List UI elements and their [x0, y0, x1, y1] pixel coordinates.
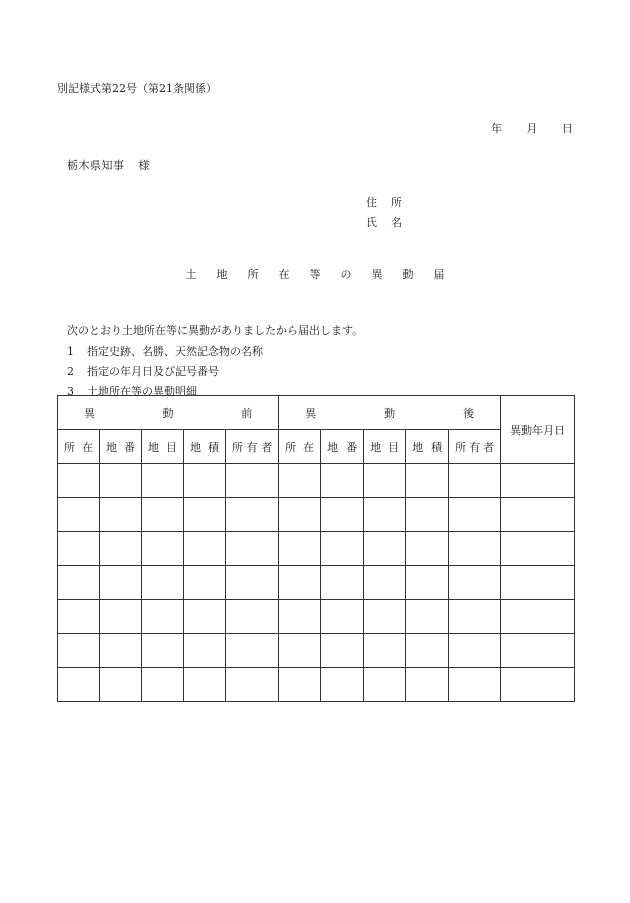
table-cell[interactable] — [364, 600, 406, 634]
table-cell[interactable] — [406, 600, 449, 634]
addressee-name: 栃木県知事 — [67, 159, 125, 172]
list-item: 1 指定史跡、名勝、天然記念物の名称 — [67, 345, 263, 358]
table-cell[interactable] — [364, 532, 406, 566]
table-cell[interactable] — [279, 498, 321, 532]
addressee — [67, 157, 150, 173]
table-cell[interactable] — [449, 600, 501, 634]
table-cell[interactable] — [364, 464, 406, 498]
table-cell[interactable] — [100, 668, 142, 702]
before-land-area-header: 地 積 — [184, 430, 226, 464]
table-cell[interactable] — [449, 634, 501, 668]
table-cell[interactable] — [321, 532, 364, 566]
table-cell[interactable] — [449, 532, 501, 566]
table-row — [58, 600, 575, 634]
table-cell[interactable] — [226, 532, 279, 566]
table-row — [58, 566, 575, 600]
month-label: 月 — [526, 122, 538, 135]
table-cell[interactable] — [142, 498, 184, 532]
table-cell[interactable] — [142, 600, 184, 634]
table-cell[interactable] — [184, 498, 226, 532]
table-cell[interactable] — [100, 464, 142, 498]
table-cell[interactable] — [501, 634, 575, 668]
table-cell[interactable] — [406, 566, 449, 600]
table-cell[interactable] — [406, 532, 449, 566]
table-cell[interactable] — [364, 498, 406, 532]
table-row — [58, 668, 575, 702]
table-cell[interactable] — [406, 464, 449, 498]
table-cell[interactable] — [321, 634, 364, 668]
table-cell[interactable] — [501, 566, 575, 600]
table-cell[interactable] — [449, 668, 501, 702]
table-cell[interactable] — [321, 498, 364, 532]
table-cell[interactable] — [58, 668, 100, 702]
document-title: 土地所在等の異動届 — [185, 268, 465, 281]
table-cell[interactable] — [406, 634, 449, 668]
table-cell[interactable] — [321, 668, 364, 702]
table-cell[interactable] — [279, 668, 321, 702]
table-cell[interactable] — [501, 668, 575, 702]
table-cell[interactable] — [364, 634, 406, 668]
table-cell[interactable] — [184, 634, 226, 668]
table-cell[interactable] — [364, 668, 406, 702]
table-cell[interactable] — [501, 600, 575, 634]
table-row — [58, 498, 575, 532]
table-cell[interactable] — [321, 464, 364, 498]
table-cell[interactable] — [142, 532, 184, 566]
table-cell[interactable] — [501, 532, 575, 566]
after-owner-header: 所 有 者 — [449, 430, 501, 464]
before-land-category-header: 地 目 — [142, 430, 184, 464]
table-cell[interactable] — [100, 566, 142, 600]
name-label: 氏 名 — [366, 216, 402, 229]
table-cell[interactable] — [279, 532, 321, 566]
table-cell[interactable] — [406, 668, 449, 702]
table-cell[interactable] — [226, 600, 279, 634]
table-cell[interactable] — [184, 566, 226, 600]
year-label: 年 — [491, 122, 502, 135]
table-row — [58, 634, 575, 668]
table-cell[interactable] — [58, 498, 100, 532]
table-cell[interactable] — [100, 498, 142, 532]
table-cell[interactable] — [279, 464, 321, 498]
applicant-block — [366, 193, 402, 233]
table-cell[interactable] — [321, 600, 364, 634]
table-cell[interactable] — [58, 600, 100, 634]
table-cell[interactable] — [501, 498, 575, 532]
table-row — [58, 464, 575, 498]
table-cell[interactable] — [449, 498, 501, 532]
table-cell[interactable] — [142, 634, 184, 668]
table-cell[interactable] — [184, 668, 226, 702]
table-cell[interactable] — [58, 566, 100, 600]
table-cell[interactable] — [279, 566, 321, 600]
table-cell[interactable] — [279, 634, 321, 668]
table-cell[interactable] — [100, 532, 142, 566]
table-cell[interactable] — [226, 634, 279, 668]
table-cell[interactable] — [184, 600, 226, 634]
table-row — [58, 532, 575, 566]
before-location-header: 所 在 — [58, 430, 100, 464]
after-land-category-header: 地 目 — [364, 430, 406, 464]
list-item: 2 指定の年月日及び記号番号 — [67, 365, 219, 378]
table-cell[interactable] — [58, 464, 100, 498]
after-lot-number-header: 地 番 — [321, 430, 364, 464]
after-location-header: 所 在 — [279, 430, 321, 464]
item-list — [67, 342, 263, 402]
table-cell[interactable] — [100, 634, 142, 668]
table-cell[interactable] — [142, 668, 184, 702]
table-cell[interactable] — [142, 566, 184, 600]
list-item: 3 土地所在等の異動明細 — [67, 385, 197, 398]
intro-text: 次のとおり土地所在等に異動がありましたから届出します。 — [67, 324, 364, 337]
table-cell[interactable] — [226, 566, 279, 600]
after-land-area-header: 地 積 — [406, 430, 449, 464]
table-cell[interactable] — [449, 464, 501, 498]
table-cell[interactable] — [142, 464, 184, 498]
change-detail-table — [57, 395, 575, 702]
before-lot-number-header: 地 番 — [100, 430, 142, 464]
before-owner-header: 所 有 者 — [226, 430, 279, 464]
table-cell[interactable] — [226, 464, 279, 498]
day-label: 日 — [562, 122, 573, 135]
table-cell[interactable] — [58, 634, 100, 668]
table-cell[interactable] — [364, 566, 406, 600]
table-cell[interactable] — [501, 464, 575, 498]
table-cell[interactable] — [184, 464, 226, 498]
table-cell[interactable] — [449, 566, 501, 600]
table-cell[interactable] — [321, 566, 364, 600]
table-cell[interactable] — [226, 498, 279, 532]
after-change-header: 異 動 後 — [279, 396, 501, 430]
table-cell[interactable] — [184, 532, 226, 566]
date-line — [491, 120, 573, 136]
change-date-header: 異動年月日 — [501, 396, 575, 464]
form-number: 別記様式第22号（第21条関係） — [57, 82, 217, 95]
address-label: 住 所 — [366, 196, 402, 209]
table-cell[interactable] — [226, 668, 279, 702]
table-cell[interactable] — [406, 498, 449, 532]
table-cell[interactable] — [58, 532, 100, 566]
table-cell[interactable] — [100, 600, 142, 634]
table-cell[interactable] — [279, 600, 321, 634]
addressee-honorific: 様 — [138, 159, 150, 172]
before-change-header: 異 動 前 — [58, 396, 279, 430]
